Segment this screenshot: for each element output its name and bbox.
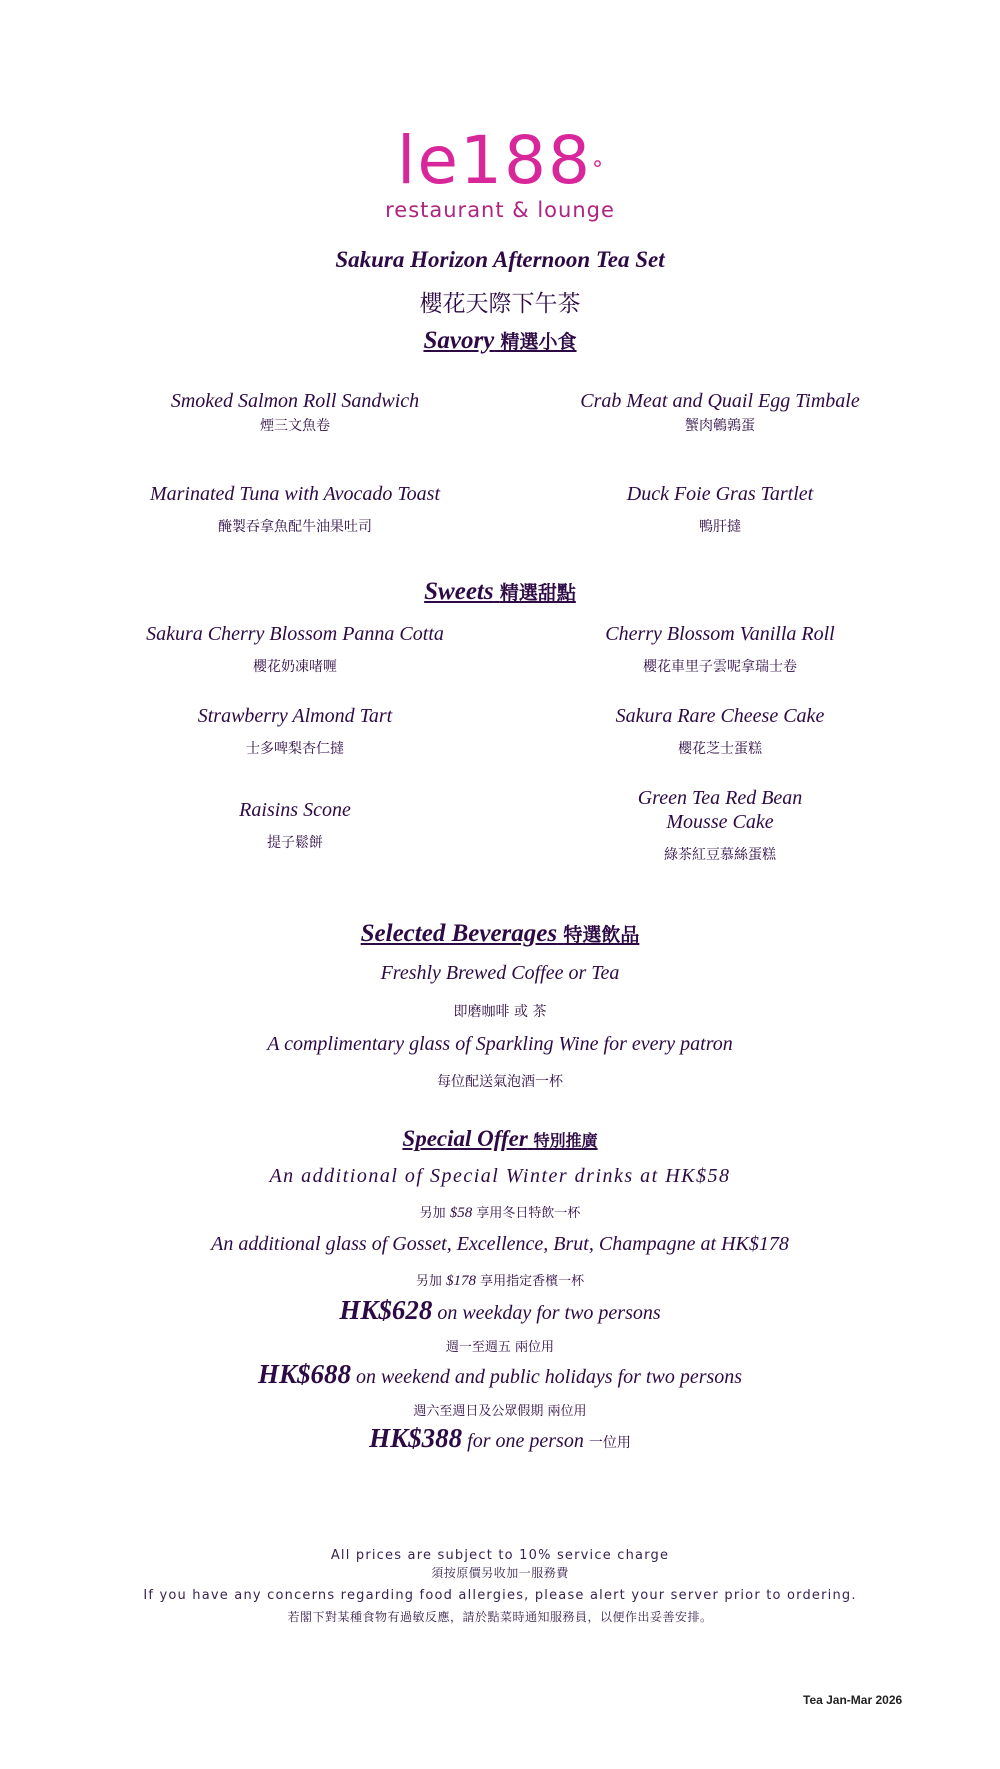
menu-item-name: Raisins Scone [239, 799, 351, 821]
price-description: on weekend and public holidays for two persons [350, 1366, 743, 1388]
menu-item-name: Green Tea Red Bean [637, 787, 803, 809]
menu-item [95, 622, 495, 676]
special-offer-heading-zh: 特別推廣 [533, 1131, 598, 1150]
menu-item-name-zh: 櫻花車里子雲呢拿瑞士卷 [643, 659, 797, 675]
beverage-item-zh: 即磨咖啡 或 茶 [453, 1004, 547, 1020]
restaurant-logo [0, 122, 1000, 199]
offer-item: An additional of Special Winter drinks at HK$58 [269, 1165, 731, 1187]
menu-item-name-zh: 鴨肝撻 [699, 519, 741, 535]
price-line-weekday [0, 1295, 1000, 1326]
menu-item-name-zh: 煙三文魚卷 [260, 418, 330, 434]
price-note-zh: 一位用 [588, 1435, 631, 1451]
menu-item-name: Crab Meat and Quail Egg Timbale [580, 390, 860, 412]
menu-item-name: Smoked Salmon Roll Sandwich [170, 390, 420, 412]
menu-item-name: Sakura Cherry Blossom Panna Cotta [146, 623, 444, 645]
price-description: on weekday for two persons [432, 1302, 661, 1324]
offer-zh-suffix: 享用冬日特飲一杯 [472, 1206, 581, 1221]
menu-item-name-zh: 蟹肉鵪鶉蛋 [685, 418, 755, 434]
offer-zh-price: $178 [446, 1273, 476, 1289]
menu-item [95, 798, 495, 852]
menu-item-name-zh: 櫻花奶凍啫喱 [253, 659, 337, 675]
service-charge-note: All prices are subject to 10% service charge [330, 1548, 670, 1563]
beverage-item-zh: 每位配送氣泡酒一杯 [437, 1074, 563, 1090]
menu-item-name-zh: 櫻花芝士蛋糕 [678, 741, 762, 757]
menu-title: Sakura Horizon Afternoon Tea Set [335, 247, 665, 272]
price-line-one-person [0, 1423, 1000, 1454]
price-note-zh: 週六至週日及公眾假期 兩位用 [413, 1404, 587, 1419]
menu-item-name: Strawberry Almond Tart [197, 705, 393, 727]
menu-item [95, 389, 495, 435]
logo-degree-mark: ° [591, 157, 603, 183]
menu-item [95, 704, 495, 758]
price-description: for one person [462, 1430, 589, 1452]
price-amount: HK$688 [257, 1359, 351, 1389]
menu-item-name-zh: 醃製吞拿魚配牛油果吐司 [218, 519, 372, 535]
menu-item-name-zh: 綠茶紅豆慕絲蛋糕 [664, 847, 776, 863]
menu-item-name: Sakura Rare Cheese Cake [615, 705, 825, 727]
beverages-heading-en: Selected Beverages [360, 920, 558, 947]
menu-item-name: Mousse Cake [666, 811, 774, 833]
beverages-heading-zh: 特選飲品 [563, 924, 640, 946]
menu-item [520, 786, 920, 864]
beverage-item: Freshly Brewed Coffee or Tea [380, 962, 620, 984]
menu-item-name: Marinated Tuna with Avocado Toast [149, 483, 441, 505]
section-heading-sweets [0, 578, 1000, 606]
beverage-item: A complimentary glass of Sparkling Wine for every patron [267, 1033, 733, 1055]
menu-item [520, 622, 920, 676]
offer-item: An additional glass of Gosset, Excellence, Brut, Champagne at HK$178 [211, 1233, 789, 1255]
allergy-note: If you have any concerns regarding food allergies, please alert your server prior to ordering. [143, 1588, 857, 1603]
menu-item [520, 482, 920, 536]
menu-item [95, 482, 495, 536]
savory-heading-zh: 精選小食 [500, 331, 577, 353]
section-heading-savory [0, 327, 1000, 355]
menu-item-name-zh: 士多啤梨杏仁撻 [246, 741, 344, 757]
menu-item-name-zh: 提子鬆餅 [267, 835, 323, 851]
offer-zh-suffix: 享用指定香檳一杯 [476, 1274, 585, 1289]
logo-subtitle: restaurant & lounge [385, 198, 615, 222]
special-offer-heading-en: Special Offer [402, 1126, 528, 1151]
menu-version-code: Tea Jan-Mar 2026 [803, 1693, 903, 1707]
allergy-note-zh: 若閣下對某種食物有過敏反應，請於點菜時通知服務員，以便作出妥善安排。 [287, 1610, 713, 1624]
menu-item-name: Duck Foie Gras Tartlet [626, 483, 814, 505]
price-amount: HK$388 [369, 1423, 463, 1453]
sweets-heading-zh: 精選甜點 [499, 582, 576, 604]
offer-zh-prefix: 另加 [415, 1274, 446, 1289]
price-amount: HK$628 [339, 1295, 433, 1325]
price-line-weekend [0, 1359, 1000, 1390]
menu-item-name: Cherry Blossom Vanilla Roll [605, 623, 835, 645]
sweets-heading-en: Sweets [424, 578, 494, 605]
savory-heading-en: Savory [423, 327, 495, 354]
offer-zh-prefix: 另加 [419, 1206, 450, 1221]
section-heading-beverages [0, 920, 1000, 948]
menu-title-zh: 櫻花天際下午茶 [419, 291, 581, 317]
section-heading-special-offer [0, 1126, 1000, 1152]
price-note-zh: 週一至週五 兩位用 [445, 1340, 555, 1355]
menu-item [520, 704, 920, 758]
service-charge-note-zh: 須按原價另收加一服務費 [431, 1566, 569, 1580]
logo-wordmark: le188 [397, 122, 592, 199]
offer-item-zh [0, 1270, 1000, 1290]
menu-item [520, 389, 920, 435]
offer-item-zh [0, 1202, 1000, 1222]
offer-zh-price: $58 [449, 1205, 473, 1221]
